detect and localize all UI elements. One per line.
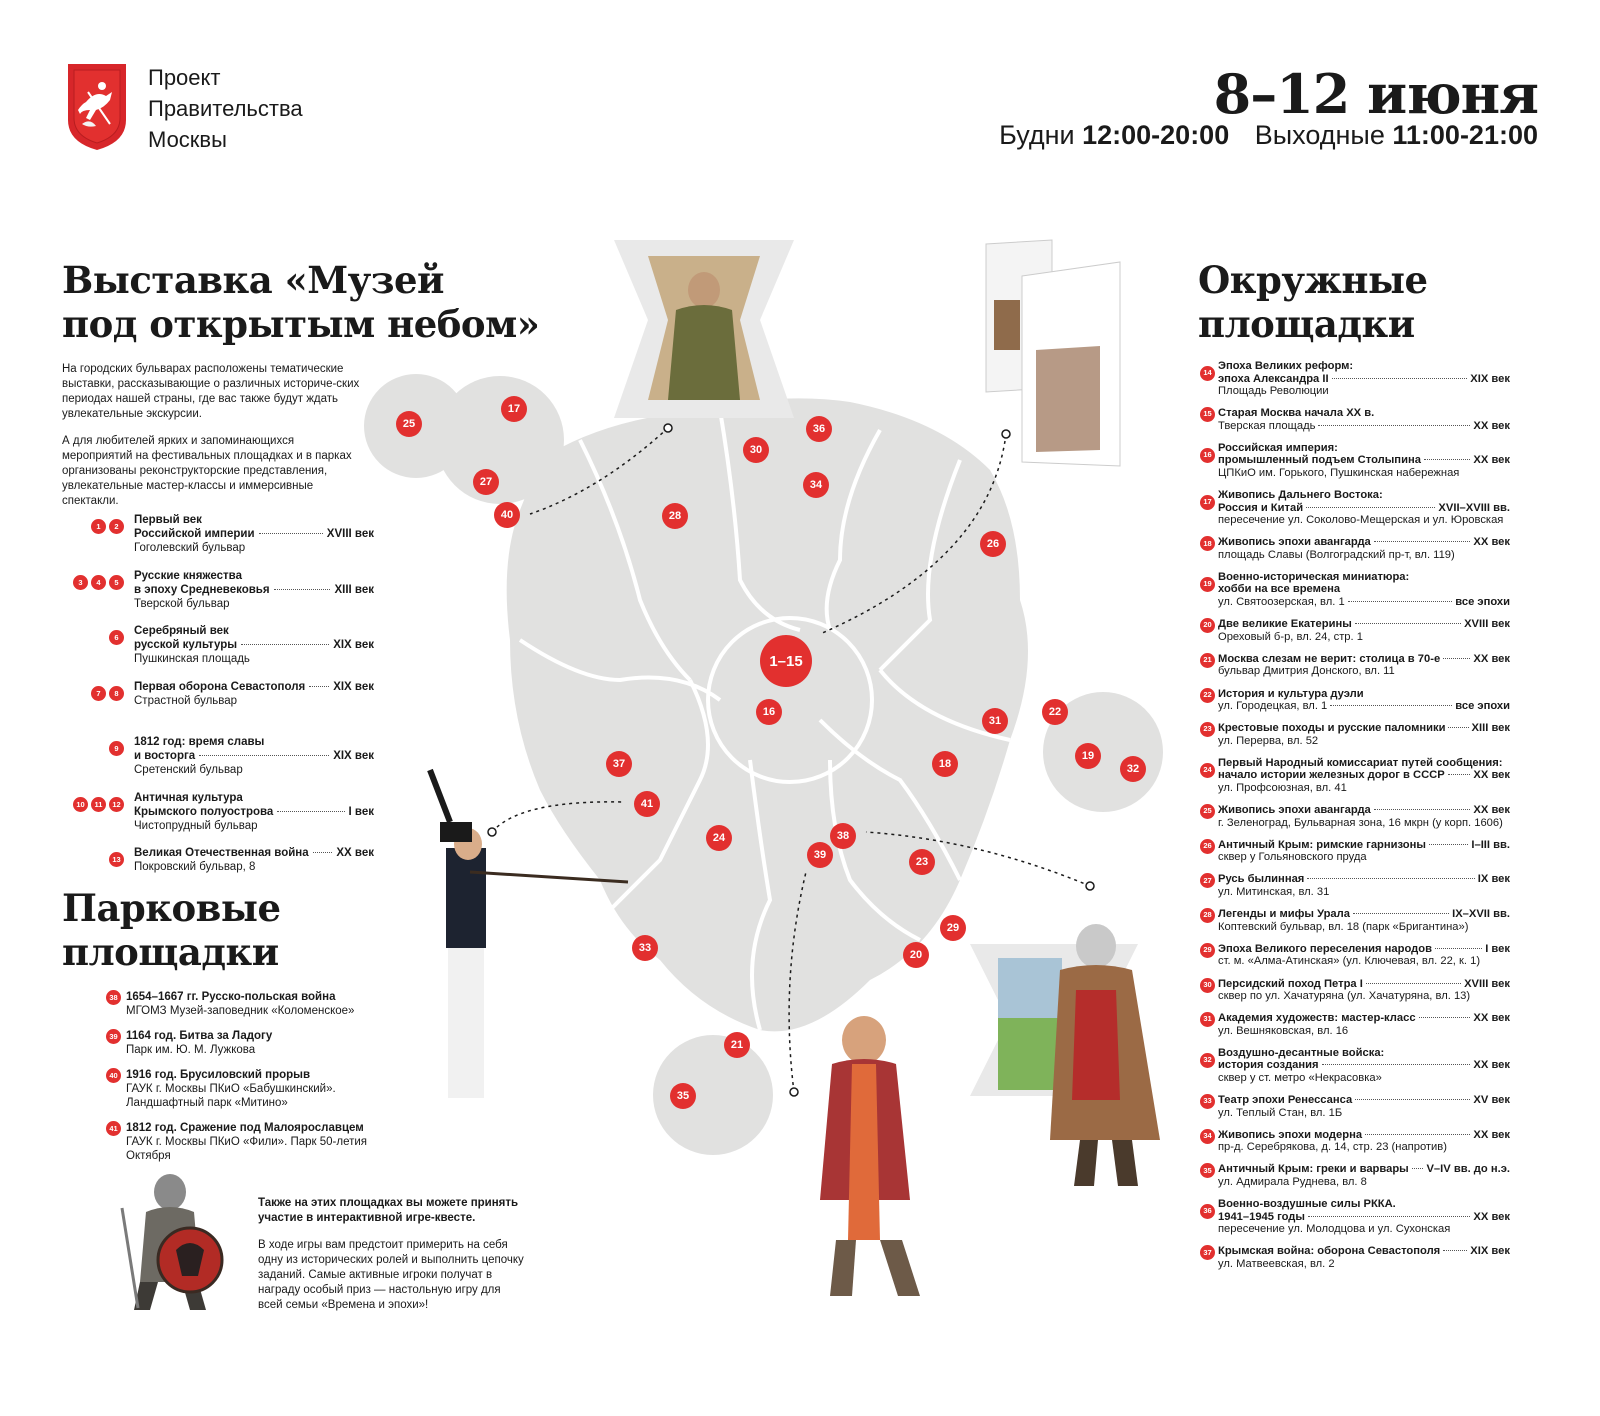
ring-item-century: XX век bbox=[1473, 804, 1510, 817]
ring-item bbox=[1200, 1198, 1510, 1236]
ring-item-row bbox=[1218, 1245, 1510, 1258]
ring-item bbox=[1200, 360, 1510, 398]
map-pin[interactable]: 36 bbox=[806, 416, 832, 442]
dotted-leader bbox=[1374, 541, 1471, 542]
ring-item-row bbox=[1218, 839, 1510, 852]
park-item-title: 1916 год. Брусиловский прорыв bbox=[126, 1069, 311, 1081]
dotted-leader bbox=[1374, 809, 1471, 810]
ring-item bbox=[1200, 536, 1510, 561]
exhibition-item-century: XIX век bbox=[333, 680, 374, 693]
ring-item-century: XIII век bbox=[1471, 722, 1510, 735]
ring-item-place-row bbox=[1218, 700, 1510, 713]
ring-title-line-1: Окружные bbox=[1198, 258, 1428, 302]
dotted-leader bbox=[1308, 1216, 1470, 1217]
ring-item-place: ул. Матвеевская, вл. 2 bbox=[1218, 1257, 1335, 1270]
ring-item bbox=[1200, 407, 1510, 432]
map-pin[interactable]: 16 bbox=[756, 699, 782, 725]
ring-item-place-row bbox=[1218, 665, 1510, 678]
exhibition-item-place: Пушкинская площадь bbox=[134, 653, 250, 665]
ring-item-century: XX век bbox=[1473, 1128, 1510, 1141]
exhibition-intro-p2: А для любителей ярких и запоминающихся мероприятий на фестивальных площадках и в парках организованы реконструкторские представления, увлекательные мастер-классы и иммерсивные спектакли. bbox=[62, 435, 352, 507]
exhibition-item-century: XX век bbox=[336, 847, 374, 859]
ring-item-century: XX век bbox=[1473, 652, 1510, 665]
ring-item-century: XVIII век bbox=[1464, 618, 1510, 631]
ring-item-title: Крестовые походы и русские паломники bbox=[1218, 722, 1446, 735]
exhibition-item-place: Страстной бульвар bbox=[134, 694, 238, 707]
location-badge: 35 bbox=[1200, 1163, 1215, 1178]
park-item-place: ГАУК г. Москвы ПКиО «Бабушкинский». Ландшафтный парк «Митино» bbox=[126, 1083, 336, 1109]
ring-item-place-row bbox=[1218, 782, 1510, 795]
dotted-leader bbox=[1365, 1134, 1470, 1135]
location-badge: 17 bbox=[1200, 495, 1215, 510]
location-badge: 39 bbox=[106, 1029, 121, 1044]
ring-item-place-row bbox=[1218, 549, 1510, 562]
ring-item-title: Академия художеств: мастер-класс bbox=[1218, 1012, 1416, 1025]
ring-item-title: Легенды и мифы Урала bbox=[1218, 908, 1350, 921]
location-badge: 30 bbox=[1200, 978, 1215, 993]
ring-item bbox=[1200, 943, 1510, 968]
dotted-leader bbox=[1429, 844, 1468, 845]
ring-item-century: XV век bbox=[1473, 1094, 1510, 1107]
ring-item-row bbox=[1218, 373, 1510, 386]
exhibition-intro-p1: На городских бульварах расположены тематические выставки, рассказывающие о различных историче-ских периодах нашей страны, где вас также будут ждать увлекательные экскурсии. bbox=[62, 363, 360, 420]
ring-item-place: пр-д. Серебрякова, д. 14, стр. 23 (напротив) bbox=[1218, 1141, 1447, 1154]
ring-item-row bbox=[1218, 978, 1510, 991]
ring-item-place-row bbox=[1218, 886, 1510, 899]
ring-item-century: XVIII век bbox=[1464, 977, 1510, 990]
ring-item-place-row bbox=[1218, 420, 1510, 433]
location-badge: 20 bbox=[1200, 618, 1215, 633]
exhibition-item-title: 1812 год: время славы bbox=[134, 736, 265, 748]
location-badge: 8 bbox=[109, 686, 124, 701]
ring-item-place-row bbox=[1218, 1141, 1510, 1154]
ring-item-place: сквер у Гольяновского пруда bbox=[1218, 851, 1367, 864]
ring-item-place-row bbox=[1218, 851, 1510, 864]
location-badge: 27 bbox=[1200, 873, 1215, 888]
map-pin[interactable]: 40 bbox=[494, 502, 520, 528]
ring-item-century: XX век bbox=[1473, 454, 1510, 467]
ring-item bbox=[1200, 1163, 1510, 1188]
ring-item-row bbox=[1218, 908, 1510, 921]
dotted-leader bbox=[1443, 1250, 1467, 1251]
exhibition-item-place: Гоголевский бульвар bbox=[134, 542, 246, 554]
weekdays-label: Будни bbox=[999, 120, 1075, 150]
gov-line-3: Москвы bbox=[148, 127, 227, 152]
ring-item-place: ул. Святоозерская, вл. 1 bbox=[1218, 595, 1345, 608]
ring-item-title: Москва слезам не верит: столица в 70-е bbox=[1218, 652, 1441, 665]
ring-item-title: Старая Москва начала XX в. bbox=[1218, 407, 1375, 420]
dotted-leader bbox=[1366, 983, 1461, 984]
ring-item-row bbox=[1218, 583, 1510, 596]
ring-item-place: пересечение ул. Соколово-Мещерская и ул. Юровская bbox=[1218, 514, 1504, 527]
map-pin[interactable]: 26 bbox=[980, 531, 1006, 557]
ring-title bbox=[1198, 258, 1428, 346]
park-item-place: МГОМЗ Музей-заповедник «Коломенское» bbox=[126, 1005, 355, 1017]
ring-item-place: Коптевский бульвар, вл. 18 (парк «Бригантина») bbox=[1218, 920, 1469, 933]
ring-item-century: XX век bbox=[1473, 1210, 1510, 1223]
ring-title-line-2: площадки bbox=[1198, 302, 1415, 346]
ring-item bbox=[1200, 1129, 1510, 1154]
ring-item-title: Военно-историческая миниатюра: bbox=[1218, 570, 1410, 583]
park-item-place: Парк им. Ю. М. Лужкова bbox=[126, 1044, 256, 1056]
ring-item-title: Две великие Екатерины bbox=[1218, 618, 1352, 631]
ring-item-title: Военно-воздушные силы РККА. bbox=[1218, 1198, 1396, 1211]
ring-item-place-row bbox=[1218, 1025, 1510, 1038]
ring-item-row bbox=[1218, 536, 1510, 549]
location-badge: 33 bbox=[1200, 1094, 1215, 1109]
ring-item-row bbox=[1218, 407, 1510, 420]
ring-item bbox=[1200, 978, 1510, 1003]
ring-item-place: пересечение ул. Молодцова и ул. Сухонская bbox=[1218, 1223, 1451, 1236]
ring-item-title: Воздушно-десантные войска: bbox=[1218, 1046, 1385, 1059]
map-pin[interactable]: 24 bbox=[706, 825, 732, 851]
ring-item bbox=[1200, 618, 1510, 643]
location-badge: 41 bbox=[106, 1121, 121, 1136]
ring-item bbox=[1200, 1094, 1510, 1119]
ring-item bbox=[1200, 757, 1510, 795]
location-badge: 22 bbox=[1200, 688, 1215, 703]
ring-item-century: XX век bbox=[1473, 419, 1510, 432]
quest-lead: Также на этих площадках вы можете принять участие в интерактивной игре-квесте. bbox=[258, 1197, 519, 1224]
map-pin[interactable]: 37 bbox=[606, 751, 632, 777]
ring-item bbox=[1200, 873, 1510, 898]
location-badge: 1 bbox=[91, 519, 106, 534]
ring-item-row bbox=[1218, 618, 1510, 631]
ring-item-row bbox=[1218, 1059, 1510, 1072]
location-badge: 2 bbox=[109, 519, 124, 534]
ring-item-place-row bbox=[1218, 921, 1510, 934]
ring-item-title: Живопись эпохи модерна bbox=[1218, 1128, 1363, 1141]
map-pin-center[interactable]: 1–15 bbox=[760, 635, 812, 687]
location-badge: 16 bbox=[1200, 448, 1215, 463]
ring-item-place-row bbox=[1218, 385, 1510, 398]
ring-item bbox=[1200, 653, 1510, 678]
ring-item-place-row bbox=[1218, 1176, 1510, 1189]
ring-item-title: Театр эпохи Ренессанса bbox=[1218, 1094, 1353, 1107]
map-pin[interactable]: 41 bbox=[634, 791, 660, 817]
ring-item-title: Персидский поход Петра I bbox=[1218, 977, 1363, 990]
exhibition-item-place: Покровский бульвар, 8 bbox=[134, 861, 256, 873]
map-pin[interactable]: 33 bbox=[632, 935, 658, 961]
ring-item-title: Российская империя: bbox=[1218, 441, 1338, 454]
ring-item-row bbox=[1218, 873, 1510, 886]
exhibition-item-title: в эпоху Средневековья bbox=[134, 583, 270, 596]
ring-item-title: начало истории железных дорог в СССР bbox=[1218, 769, 1445, 782]
dotted-leader bbox=[1355, 623, 1461, 624]
location-badge: 23 bbox=[1200, 722, 1215, 737]
ring-item-title: Живопись Дальнего Востока: bbox=[1218, 489, 1383, 502]
map-pin[interactable]: 35 bbox=[670, 1083, 696, 1109]
ring-item-century: I век bbox=[1485, 942, 1510, 955]
ring-item-place: ул. Теплый Стан, вл. 1Б bbox=[1218, 1106, 1343, 1119]
ring-item-title: Античный Крым: римские гарнизоны bbox=[1218, 838, 1426, 851]
location-badge: 38 bbox=[106, 990, 121, 1005]
exhibition-item-century: XIX век bbox=[333, 750, 374, 762]
quest-text: В ходе игры вам предстоит примерить на себя одну из исторических ролей и выполнить цепочку заданий. Самые активные игроки получат в награду особый приз — настольную игру для всей семьи «Времена и эпохи»! bbox=[258, 1239, 524, 1311]
exhibition-item-century: XVIII век bbox=[326, 528, 374, 540]
ring-list bbox=[1200, 360, 1510, 1280]
exhibition-title-line-2: под открытым небом» bbox=[62, 302, 540, 346]
exhibition-item-title: Крымского полуострова bbox=[134, 805, 274, 818]
dotted-leader bbox=[1322, 1064, 1471, 1065]
exhibition-item-title: Серебряный век bbox=[134, 625, 229, 637]
ring-item-place-row bbox=[1218, 1258, 1510, 1271]
location-badge: 37 bbox=[1200, 1245, 1215, 1260]
ring-item-century: XIX век bbox=[1470, 372, 1510, 385]
ring-item-place: ул. Городецкая, вл. 1 bbox=[1218, 700, 1328, 712]
map-pin[interactable]: 27 bbox=[473, 469, 499, 495]
ring-item-place-row bbox=[1218, 514, 1510, 527]
dotted-leader bbox=[1448, 727, 1468, 728]
exhibition-title-line-1: Выставка «Музей bbox=[62, 258, 444, 302]
ring-item-title: эпоха Александра II bbox=[1218, 372, 1329, 385]
dotted-leader bbox=[1448, 774, 1471, 775]
ring-item-title: Живопись эпохи авангарда bbox=[1218, 536, 1371, 549]
ring-item-row bbox=[1218, 688, 1510, 701]
map-pin[interactable]: 20 bbox=[903, 942, 929, 968]
exhibition-item-place: Сретенский бульвар bbox=[134, 764, 243, 776]
exhibition-item-century: XIII век bbox=[334, 583, 374, 596]
ring-item bbox=[1200, 908, 1510, 933]
ring-item bbox=[1200, 804, 1510, 829]
ring-item-title: Эпоха Великого переселения народов bbox=[1218, 942, 1432, 955]
ring-item-century: I–III вв. bbox=[1471, 838, 1510, 851]
location-badge: 10 bbox=[73, 797, 88, 812]
map-pin[interactable]: 28 bbox=[662, 503, 688, 529]
ring-item-place-row bbox=[1218, 631, 1510, 644]
dotted-leader bbox=[1443, 658, 1470, 659]
ring-item-century: IX век bbox=[1477, 873, 1510, 886]
map-pin[interactable]: 17 bbox=[501, 396, 527, 422]
ring-item-century: XX век bbox=[1473, 1012, 1510, 1025]
location-badge: 32 bbox=[1200, 1053, 1215, 1068]
ring-item-row bbox=[1218, 1129, 1510, 1142]
location-badge: 15 bbox=[1200, 407, 1215, 422]
exhibition-item-title: Первая оборона Севастополя bbox=[134, 680, 306, 693]
ring-item-title: Россия и Китай bbox=[1218, 501, 1304, 514]
dotted-leader bbox=[1307, 878, 1474, 879]
ring-item-place: ст. м. «Алма-Атинская» (ул. Ключевая, вл. 22, к. 1) bbox=[1218, 955, 1481, 968]
dotted-leader bbox=[1306, 507, 1435, 508]
exhibition-item-place: Чистопрудный бульвар bbox=[134, 819, 258, 832]
ring-item-place: бульвар Дмитрия Донского, вл. 11 bbox=[1218, 665, 1395, 678]
location-badge: 25 bbox=[1200, 804, 1215, 819]
ring-item-place: Ореховый б-р, вл. 24, стр. 1 bbox=[1218, 630, 1363, 643]
map-pin[interactable]: 23 bbox=[909, 849, 935, 875]
gov-line-2: Правительства bbox=[148, 96, 303, 121]
ring-item-place: ул. Вешняковская, вл. 16 bbox=[1218, 1024, 1349, 1037]
ring-item bbox=[1200, 688, 1510, 713]
exhibition-item-century: I век bbox=[348, 805, 374, 818]
ring-item-row bbox=[1218, 1211, 1510, 1224]
ring-item-place-row bbox=[1218, 1223, 1510, 1236]
map-pin[interactable]: 31 bbox=[982, 708, 1008, 734]
ring-item-place: ул. Профсоюзная, вл. 41 bbox=[1218, 781, 1347, 794]
soldier-photo-frame bbox=[614, 240, 794, 418]
location-badge: 18 bbox=[1200, 536, 1215, 551]
map-pin[interactable]: 29 bbox=[940, 915, 966, 941]
ring-item-place-row bbox=[1218, 1072, 1510, 1085]
ring-item bbox=[1200, 1012, 1510, 1037]
ring-item-century: все эпохи bbox=[1455, 595, 1510, 608]
dotted-leader bbox=[1318, 425, 1470, 426]
weekend-label: Выходные bbox=[1254, 120, 1385, 150]
exhibition-item-century: XIX век bbox=[333, 639, 374, 651]
ring-item-century: все эпохи bbox=[1455, 700, 1510, 712]
ring-item-place: ул. Адмирала Руднева, вл. 8 bbox=[1218, 1175, 1367, 1188]
ring-item-century: V–IV вв. до н.э. bbox=[1426, 1163, 1510, 1176]
exhibition-item-title: русской культуры bbox=[134, 639, 238, 651]
festival-dates: 8–12 июня bbox=[1213, 62, 1538, 126]
map-pin[interactable]: 30 bbox=[743, 437, 769, 463]
ring-item bbox=[1200, 571, 1510, 609]
ring-item bbox=[1200, 1047, 1510, 1085]
ring-item-place-row bbox=[1218, 990, 1510, 1003]
location-badge: 6 bbox=[109, 630, 124, 645]
location-badge: 29 bbox=[1200, 943, 1215, 958]
map-pin[interactable]: 21 bbox=[724, 1032, 750, 1058]
location-badge: 26 bbox=[1200, 839, 1215, 854]
ring-item-title: Крымская война: оборона Севастополя bbox=[1218, 1245, 1441, 1258]
ring-item-century: XX век bbox=[1473, 536, 1510, 549]
dotted-leader bbox=[1353, 913, 1449, 914]
ring-item-row bbox=[1218, 1094, 1510, 1107]
ring-item bbox=[1200, 722, 1510, 747]
ring-item-row bbox=[1218, 943, 1510, 956]
ring-item-row bbox=[1218, 454, 1510, 467]
ring-item-row bbox=[1218, 653, 1510, 666]
map-pin[interactable]: 39 bbox=[807, 842, 833, 868]
map-pin[interactable]: 38 bbox=[830, 823, 856, 849]
map-pin[interactable]: 25 bbox=[396, 411, 422, 437]
park-item-title: 1812 год. Сражение под Малоярославцем bbox=[126, 1122, 364, 1134]
ring-item-century: IX–XVII вв. bbox=[1452, 908, 1510, 921]
ring-item-row bbox=[1218, 804, 1510, 817]
dotted-leader bbox=[1355, 1099, 1470, 1100]
map-pin[interactable]: 19 bbox=[1075, 743, 1101, 769]
location-badge: 19 bbox=[1200, 577, 1215, 592]
dotted-leader bbox=[1435, 948, 1482, 949]
ring-item-title: промышленный подъем Столыпина bbox=[1218, 454, 1421, 467]
ring-item-place-row bbox=[1218, 1107, 1510, 1120]
exhibition-item-title: Великая Отечественная война bbox=[134, 847, 309, 859]
ring-item-place: Тверская площадь bbox=[1218, 419, 1316, 432]
exhibition-item-place: Тверской бульвар bbox=[134, 597, 230, 610]
weekdays-hours: 12:00-20:00 bbox=[1082, 120, 1230, 150]
parks-title-line-1: Парковые bbox=[62, 886, 281, 930]
gov-line-1: Проект bbox=[148, 65, 221, 90]
map-pin[interactable]: 22 bbox=[1042, 699, 1068, 725]
ring-item-place: ЦПКиО им. Горького, Пушкинская набережная bbox=[1218, 466, 1460, 479]
map-pin[interactable]: 32 bbox=[1120, 756, 1146, 782]
location-badge: 36 bbox=[1200, 1204, 1215, 1219]
park-item-place: ГАУК г. Москвы ПКиО «Фили». Парк 50-летия Октября bbox=[126, 1136, 368, 1162]
ring-item-title: История и культура дуэли bbox=[1218, 687, 1364, 700]
ring-item-place-row bbox=[1218, 817, 1510, 830]
ring-item bbox=[1200, 839, 1510, 864]
ring-item-title: Эпоха Великих реформ: bbox=[1218, 360, 1354, 372]
location-badge: 13 bbox=[109, 852, 124, 867]
ring-item-title: Античный Крым: греки и варвары bbox=[1218, 1163, 1409, 1176]
ring-item-place: Площадь Революции bbox=[1218, 385, 1329, 397]
ring-item-title: история создания bbox=[1218, 1059, 1319, 1072]
exhibition-item-title: Русские княжества bbox=[134, 569, 242, 582]
boyar-image bbox=[820, 1016, 920, 1296]
ring-item-place: ул. Перерва, вл. 52 bbox=[1218, 734, 1319, 747]
parks-title-line-2: площадки bbox=[62, 930, 279, 974]
park-item-title: 1654–1667 гг. Русско-польская война bbox=[126, 991, 336, 1003]
ring-item-place: сквер у ст. метро «Некрасовка» bbox=[1218, 1071, 1382, 1084]
map-pin[interactable]: 34 bbox=[803, 472, 829, 498]
ring-item-century: XVII–XVIII вв. bbox=[1438, 501, 1510, 514]
ring-item-place-row bbox=[1218, 596, 1510, 609]
ring-item-place: г. Зеленоград, Бульварная зона, 16 мкрн (у корп. 1606) bbox=[1218, 816, 1503, 829]
ring-item-row bbox=[1218, 502, 1510, 515]
ring-item-place-row bbox=[1218, 467, 1510, 480]
location-badge: 24 bbox=[1200, 763, 1215, 778]
location-badge: 14 bbox=[1200, 366, 1215, 381]
location-badge: 4 bbox=[91, 575, 106, 590]
dotted-leader bbox=[1330, 705, 1452, 706]
location-badge: 3 bbox=[73, 575, 88, 590]
ring-item bbox=[1200, 442, 1510, 480]
ring-item-row bbox=[1218, 769, 1510, 782]
location-badge: 12 bbox=[109, 797, 124, 812]
ring-item-century: XX век bbox=[1473, 769, 1510, 782]
location-badge: 5 bbox=[109, 575, 124, 590]
ring-item-title: Русь былинная bbox=[1218, 873, 1305, 886]
ring-item-place: сквер по ул. Хачатуряна (ул. Хачатуряна, вл. 13) bbox=[1218, 990, 1471, 1002]
ring-item-title: хобби на все времена bbox=[1218, 583, 1341, 596]
exhibition-item-title: Первый век bbox=[134, 514, 202, 526]
location-badge: 11 bbox=[91, 797, 106, 812]
ring-item bbox=[1200, 489, 1510, 527]
ring-item-place-row bbox=[1218, 955, 1510, 968]
ring-item-title: 1941–1945 годы bbox=[1218, 1210, 1305, 1223]
dotted-leader bbox=[1419, 1017, 1471, 1018]
ring-item-place: ул. Митинская, вл. 31 bbox=[1218, 885, 1330, 898]
location-badge: 9 bbox=[109, 741, 124, 756]
park-item-title: 1164 год. Битва за Ладогу bbox=[126, 1030, 273, 1042]
ring-item-title: Первый Народный комиссариат путей сообщения: bbox=[1218, 756, 1503, 769]
location-badge: 31 bbox=[1200, 1012, 1215, 1027]
ring-item bbox=[1200, 1245, 1510, 1270]
location-badge: 34 bbox=[1200, 1129, 1215, 1144]
ring-item-century: XIX век bbox=[1470, 1245, 1510, 1258]
ring-item-century: XX век bbox=[1473, 1059, 1510, 1072]
ring-item-place-row bbox=[1218, 735, 1510, 748]
dotted-leader bbox=[1332, 378, 1468, 379]
exhibition-item-title: и восторга bbox=[134, 750, 196, 762]
dotted-leader bbox=[1424, 459, 1470, 460]
ring-item-title: Живопись эпохи авангарда bbox=[1218, 804, 1371, 817]
ring-item-place: площадь Славы (Волгоградский пр-т, вл. 119) bbox=[1218, 548, 1455, 561]
dotted-leader bbox=[1348, 601, 1453, 602]
location-badge: 21 bbox=[1200, 653, 1215, 668]
location-badge: 7 bbox=[91, 686, 106, 701]
ring-item-row bbox=[1218, 1163, 1510, 1176]
location-badge: 40 bbox=[106, 1068, 121, 1083]
exhibition-item-title: Российской империи bbox=[134, 528, 255, 540]
dotted-leader bbox=[1412, 1168, 1424, 1169]
weekend-hours: 11:00-21:00 bbox=[1392, 120, 1538, 150]
location-badge: 28 bbox=[1200, 908, 1215, 923]
exhibition-item-title: Античная культура bbox=[134, 791, 243, 804]
ring-item-row bbox=[1218, 722, 1510, 735]
ring-item-row bbox=[1218, 1012, 1510, 1025]
map-pin[interactable]: 18 bbox=[932, 751, 958, 777]
